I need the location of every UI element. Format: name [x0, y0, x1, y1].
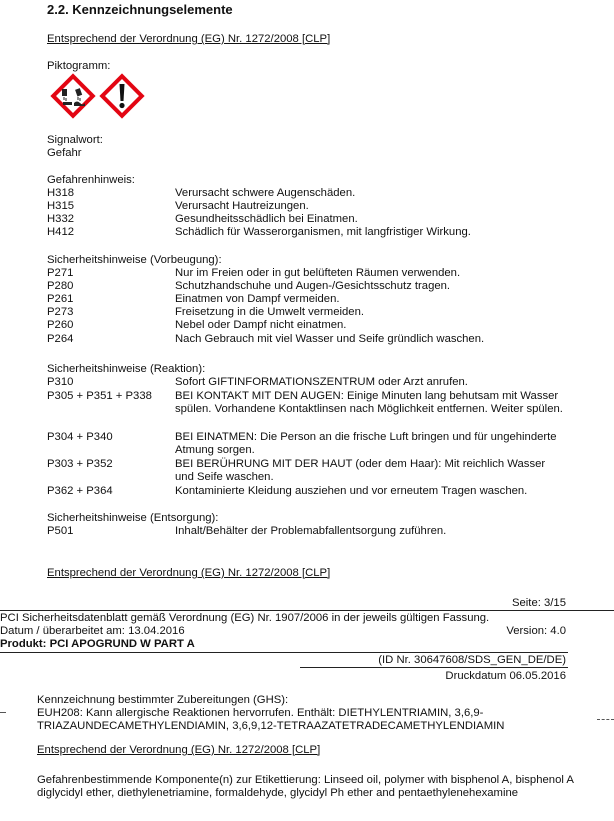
revision-date: Datum / überarbeitet am: 13.04.2016: [0, 625, 185, 637]
version: Version: 4.0: [506, 625, 566, 637]
statement-text: Kontaminierte Kleidung ausziehen und vor erneutem Tragen waschen.: [175, 485, 528, 497]
statement-code: P501: [47, 525, 74, 537]
statement-code: P264: [47, 333, 74, 345]
document-id: (ID Nr. 30647608/SDS_GEN_DE/DE): [378, 654, 566, 666]
pictogram-group: [50, 73, 145, 119]
statement-text: BEI EINATMEN: Die Person an die frische Luft bringen und für ungehinderte Atmung sorgen.: [175, 431, 557, 456]
signal-word-label: Signalwort:: [47, 134, 103, 146]
product-name: Produkt: PCI APOGRUND W PART A: [0, 638, 195, 650]
section-heading: 2.2. Kennzeichnungselemente: [47, 2, 233, 17]
signal-word: Gefahr: [47, 147, 82, 159]
prevention-label: Sicherheitshinweise (Vorbeugung):: [47, 254, 222, 266]
statement-text: BEI BERÜHRUNG MIT DER HAUT (oder dem Haar): Mit reichlich Wasser und Seife waschen.: [175, 458, 546, 483]
statement-code: H315: [47, 200, 75, 212]
components-text: Gefahrenbestimmende Komponente(n) zur Etikettierung: Linseed oil, polymer with bisphenol A, bisphenol A diglycidyl ether, diethylenetriamine, formaldehyde, glycidyl Ph ether and pentaethylenehexamine: [37, 774, 574, 799]
statement-text: Schädlich für Wasserorganismen, mit langfristiger Wirkung.: [175, 226, 471, 238]
pictogram-label: Piktogramm:: [47, 60, 111, 72]
statement-text: BEI KONTAKT MIT DEN AUGEN: Einige Minuten lang behutsam mit Wasser spülen. Vorhandene Kontaktlinsen nach Möglichkeit entfernen. Weiter spülen.: [175, 390, 563, 415]
corrosion-icon: [50, 73, 96, 119]
footer-rule: [0, 610, 614, 611]
statement-code: P260: [47, 319, 74, 331]
margin-mark-right: [597, 719, 614, 720]
statement-code: P271: [47, 267, 74, 279]
id-rule: [300, 667, 568, 668]
page-number: Seite: 3/15: [511, 597, 566, 609]
ghs-text: EUH208: Kann allergische Reaktionen hervorrufen. Enthält: DIETHYLENTRIAMIN, 3,6,9-TRIAZAUNDECAMETHYLENDIAMIN, 3,6,9,12-TETRAAZATETRADECAMETHYLENDIAMIN: [37, 707, 505, 732]
print-date: Druckdatum 06.05.2016: [445, 670, 566, 682]
sheet-title: PCI Sicherheitsdatenblatt gemäß Verordnung (EG) Nr. 1907/2006 in der jeweils gültigen Fassung.: [0, 612, 490, 624]
statement-code: P261: [47, 293, 74, 305]
reaction-label: Sicherheitshinweise (Reaktion):: [47, 363, 206, 375]
statement-text: Gesundheitsschädlich bei Einatmen.: [175, 213, 358, 225]
regulation-label-top: Entsprechend der Verordnung (EG) Nr. 1272/2008 [CLP]: [47, 33, 331, 45]
statement-code: H318: [47, 187, 75, 199]
statement-code: P273: [47, 306, 74, 318]
statement-code: P305 + P351 + P338: [47, 390, 152, 402]
statement-text: Inhalt/Behälter der Problemabfallentsorgung zuführen.: [175, 525, 447, 537]
statement-text: Nach Gebrauch mit viel Wasser und Seife gründlich waschen.: [175, 333, 485, 345]
statement-text: Freisetzung in die Umwelt vermeiden.: [175, 306, 364, 318]
statement-code: P362 + P364: [47, 485, 113, 497]
product-rule: [0, 652, 568, 653]
statement-text: Sofort GIFTINFORMATIONSZENTRUM oder Arzt anrufen.: [175, 376, 468, 388]
statement-code: P304 + P340: [47, 431, 113, 443]
statement-text: Verursacht Hautreizungen.: [175, 200, 309, 212]
statement-code: P310: [47, 376, 74, 388]
statement-code: H332: [47, 213, 75, 225]
statement-text: Nur im Freien oder in gut belüfteten Räumen verwenden.: [175, 267, 461, 279]
regulation-label-lower: Entsprechend der Verordnung (EG) Nr. 1272/2008 [CLP]: [37, 744, 321, 756]
hazard-label: Gefahrenhinweis:: [47, 174, 135, 186]
statement-text: Einatmen von Dampf vermeiden.: [175, 293, 340, 305]
regulation-label-bottom: Entsprechend der Verordnung (EG) Nr. 1272/2008 [CLP]: [47, 567, 331, 579]
ghs-label: Kennzeichnung bestimmter Zubereitungen (GHS):: [37, 694, 289, 706]
statement-code: P280: [47, 280, 74, 292]
statement-code: H412: [47, 226, 75, 238]
statement-text: Schutzhandschuhe und Augen-/Gesichtsschutz tragen.: [175, 280, 451, 292]
disposal-label: Sicherheitshinweise (Entsorgung):: [47, 512, 219, 524]
statement-text: Verursacht schwere Augenschäden.: [175, 187, 356, 199]
statement-text: Nebel oder Dampf nicht einatmen.: [175, 319, 347, 331]
margin-mark-left: [0, 712, 6, 713]
statement-code: P303 + P352: [47, 458, 113, 470]
exclamation-mark-icon: [99, 73, 145, 119]
